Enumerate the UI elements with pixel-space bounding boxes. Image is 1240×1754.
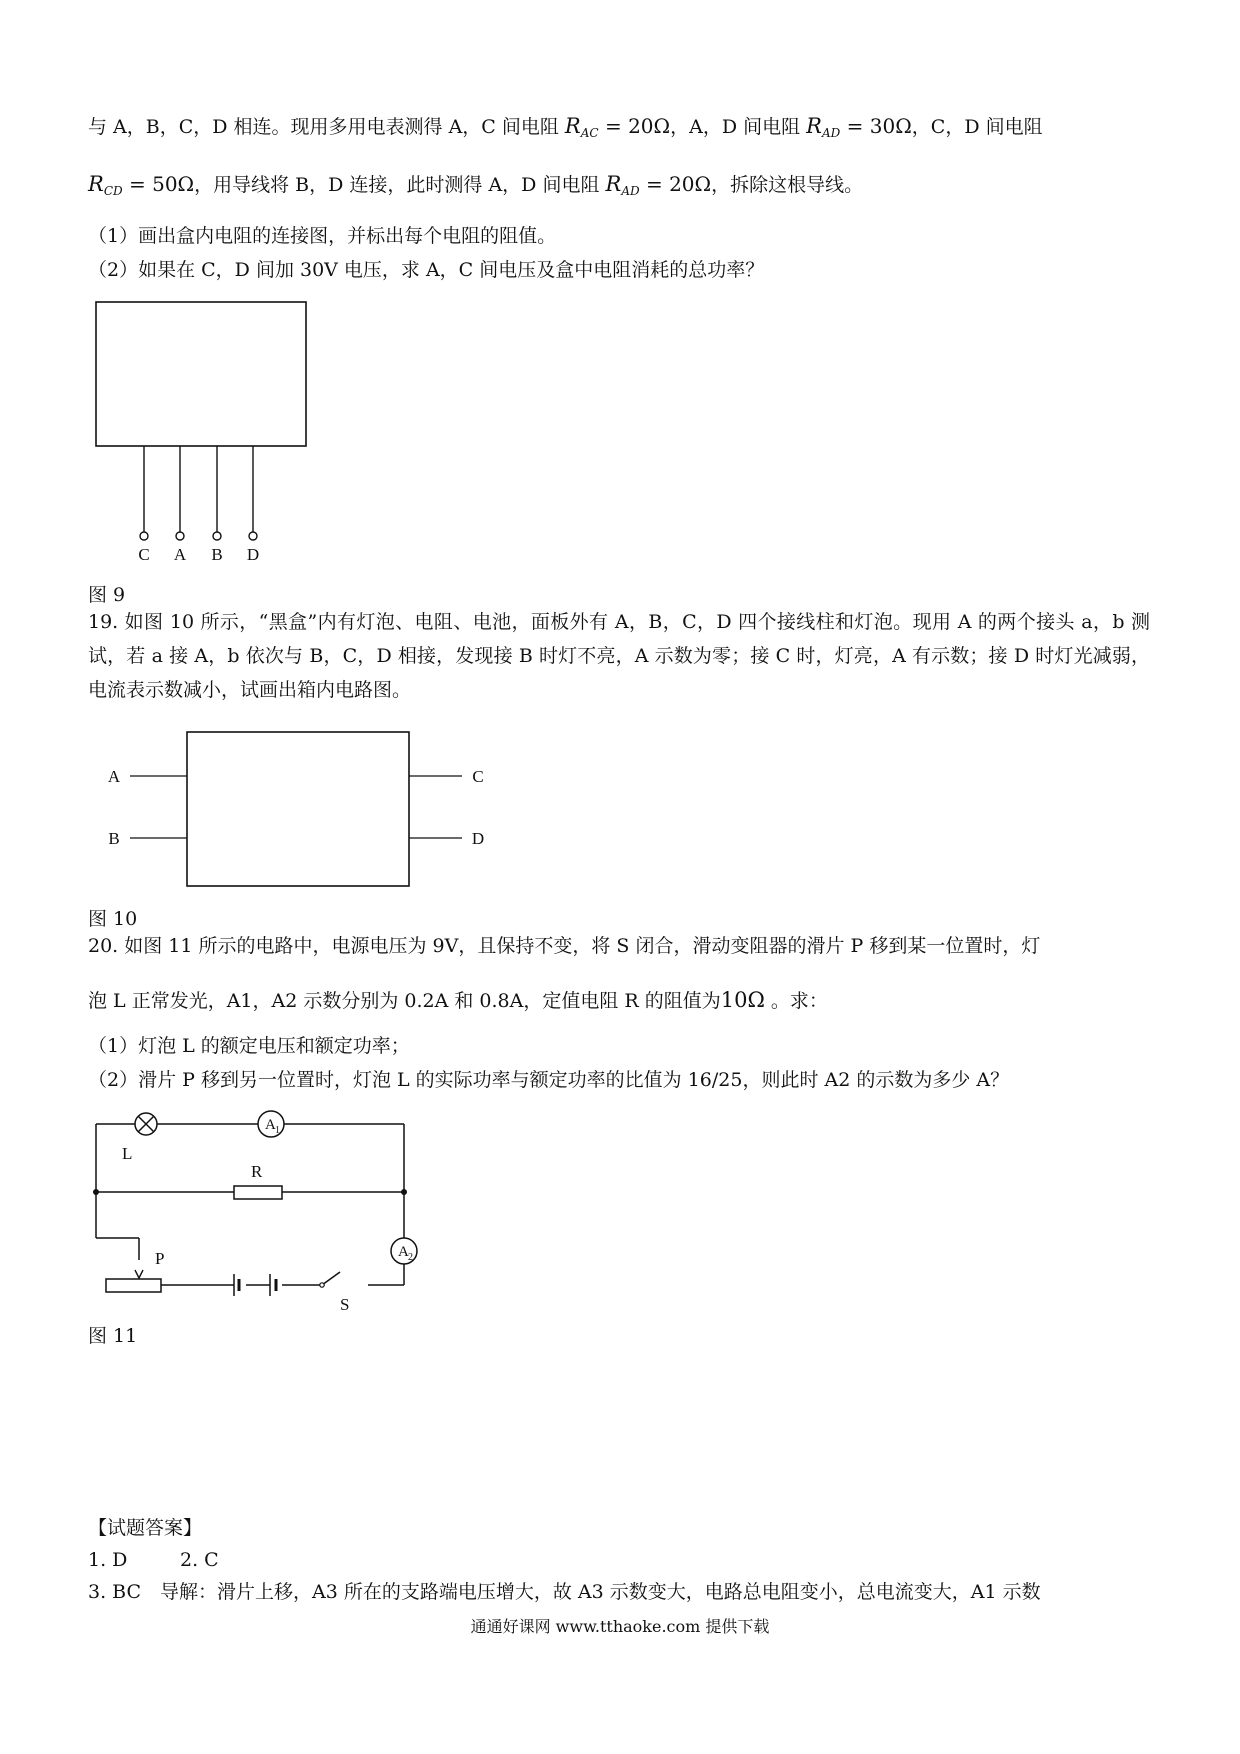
- answer-2: 2. C: [180, 1549, 219, 1571]
- terminal-label-d: D: [246, 545, 260, 564]
- p18-text: ，C，D 间电阻: [911, 116, 1043, 138]
- problem18-line1: [88, 112, 1043, 140]
- p18-text: ，用导线将 B，D 连接，此时测得 A，D 间电阻: [194, 174, 606, 196]
- figure-9-diagram: [88, 296, 328, 568]
- problem19-text: 19. 如图 10 所示，“黑盒”内有灯泡、电阻、电池，面板外有 A，B，C，D 四个接线柱和灯泡。现用 A 的两个接头 a，b 测试，若 a 接 A，b 依次与 B，C，D 相接，发现接 B 时灯不亮，A 示数为零；接 C 时，灯亮，A 有示数；接 D 时灯光减弱，电流表示数减小，试画出箱内电路图。: [88, 611, 1150, 701]
- junction-dot: [401, 1189, 407, 1195]
- figure-9-caption: 图 9: [88, 584, 126, 606]
- p20-question-1: （1）灯泡 L 的额定电压和额定功率；: [88, 1035, 410, 1057]
- figure-10-caption: 图 10: [88, 908, 138, 930]
- r-ad-formula: $R_{AD} = 30\Omega$: [806, 114, 912, 140]
- problem20-line1: 20. 如图 11 所示的电路中，电源电压为 9V，且保持不变，将 S 闭合，滑动变阻器的滑片 P 移到某一位置时，灯: [88, 935, 1041, 957]
- figure-11-caption: 图 11: [88, 1325, 138, 1347]
- black-box: [96, 302, 306, 446]
- ammeter-a1-icon: [258, 1111, 284, 1137]
- resistance-value: 10Ω: [720, 988, 765, 1012]
- page-footer: 通通好课网 www.tthaoke.com 提供下载: [470, 1617, 770, 1636]
- p20-question-2: （2）滑片 P 移到另一位置时，灯泡 L 的实际功率与额定功率的比值为 16/25，则此时 A2 的示数为多少 A？: [88, 1069, 1010, 1091]
- r-ad2-formula: $R_{AD} = 20\Omega$: [605, 172, 712, 198]
- svg-text:A: A: [265, 1117, 276, 1133]
- resistor-icon: [234, 1186, 282, 1199]
- junction-dot: [93, 1189, 99, 1195]
- figure-10-diagram: [100, 726, 500, 890]
- lamp-label: L: [122, 1144, 133, 1163]
- terminal-label-c: C: [138, 545, 150, 564]
- problem20-line2: [88, 986, 828, 1013]
- svg-text:A: A: [398, 1244, 409, 1260]
- p20-text: 泡 L 正常发光，A1，A2 示数分别为 0.2A 和 0.8A，定值电阻 R 的阻值为: [88, 990, 721, 1012]
- resistor-label: R: [251, 1162, 263, 1181]
- answers-header: 【试题答案】: [88, 1517, 203, 1539]
- terminal-label-b: B: [211, 545, 223, 564]
- r-cd-formula: $R_{CD} = 50\Omega$: [88, 172, 195, 198]
- p18-text: 与 A，B，C，D 相连。现用多用电表测得 A，C 间电阻: [88, 116, 565, 138]
- r-ac-formula: $R_{AC} = 20\Omega$: [564, 114, 671, 140]
- terminal-label-d: D: [471, 829, 485, 848]
- terminal-label-a: A: [107, 767, 121, 786]
- terminal-label-c: C: [472, 767, 484, 786]
- slider-label: P: [155, 1249, 165, 1268]
- switch-icon: [320, 1283, 324, 1287]
- rheostat-icon: [106, 1279, 161, 1292]
- slider-arrow-icon: [135, 1270, 143, 1278]
- answer-3: 3. BC 导解：滑片上移，A3 所在的支路端电压增大，故 A3 示数变大，电路总电阻变小，总电流变大，A1 示数: [88, 1581, 1041, 1603]
- terminal-label-a: A: [173, 545, 187, 564]
- problem18-line2: [88, 170, 863, 198]
- p18-question-1: （1）画出盒内电阻的连接图，并标出每个电阻的阻值。: [88, 225, 557, 247]
- p20-text: 。求：: [764, 990, 828, 1012]
- p18-text: ，拆除这根导线。: [711, 174, 864, 196]
- p18-question-2: （2）如果在 C，D 间加 30V 电压，求 A，C 间电压及盒中电阻消耗的总功率？: [88, 259, 765, 281]
- answer-1: 1. D: [88, 1549, 128, 1571]
- black-box: [187, 732, 409, 886]
- lamp-icon: [135, 1113, 157, 1135]
- svg-text:1: 1: [275, 1125, 280, 1136]
- terminal-label-b: B: [108, 829, 120, 848]
- svg-text:2: 2: [408, 1252, 413, 1263]
- ammeter-a2-icon: [391, 1238, 417, 1264]
- switch-label: S: [340, 1295, 350, 1314]
- figure-11-circuit: [88, 1100, 448, 1318]
- p18-text: ，A，D 间电阻: [670, 116, 807, 138]
